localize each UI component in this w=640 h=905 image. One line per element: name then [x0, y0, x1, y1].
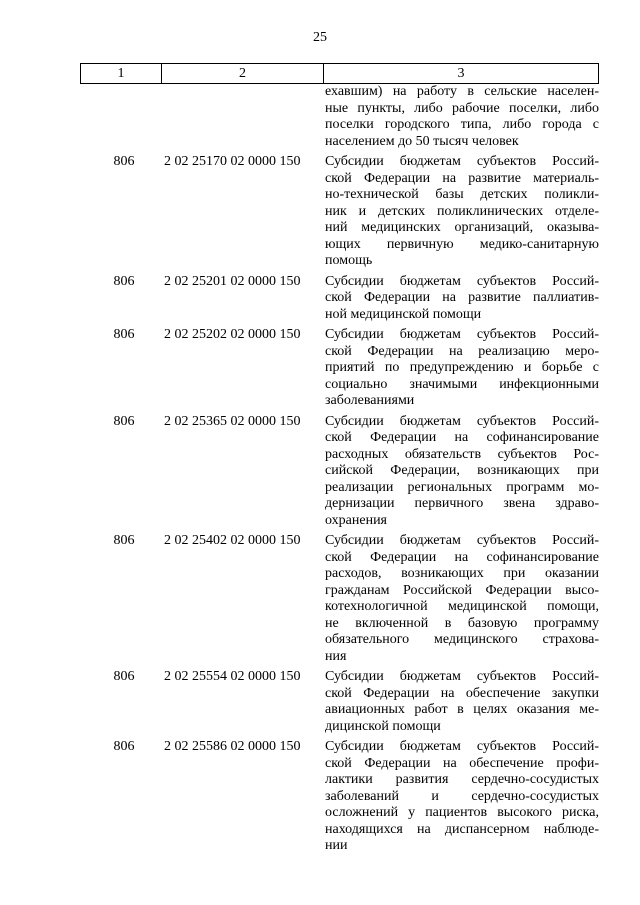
text-line: ехавшим) на работу в сельские населен-	[325, 84, 599, 99]
revenue-description	[322, 533, 599, 665]
text-line: реализации региональных программ мо-	[325, 479, 599, 495]
text-line: Субсидии бюджетам субъектов Россий-	[325, 154, 599, 169]
text-line: ской Федерации на обеспечение закупки	[325, 685, 599, 701]
text-line: котехнологичной медицинской помощи,	[325, 599, 599, 614]
revenue-description	[322, 154, 599, 270]
table-row	[80, 327, 599, 410]
text-line: ные пункты, либо рабочие поселки, либо	[325, 100, 599, 116]
table-row	[80, 274, 599, 324]
text-line: Субсидии бюджетам субъектов Россий-	[325, 327, 599, 342]
header-col-2: 2	[161, 64, 323, 83]
budget-classification-code: 2 02 25365 02 0000 150	[164, 413, 301, 429]
text-line: расходных обязательств субъектов Рос-	[325, 446, 599, 462]
text-line: расходов, возникающих при оказании	[325, 566, 599, 581]
text-line: ний медицинских организаций, оказыва-	[325, 220, 599, 235]
budget-classification-code: 2 02 25554 02 0000 150	[164, 669, 301, 684]
budget-classification-code: 2 02 25202 02 0000 150	[164, 327, 301, 342]
admin-code: 806	[113, 533, 135, 548]
table-row	[80, 533, 599, 665]
text-line: Субсидии бюджетам субъектов Россий-	[325, 273, 599, 289]
revenue-description	[322, 327, 599, 410]
text-line: авиационных работ в целях оказания ме-	[325, 702, 599, 717]
text-line: обязательного медицинского страхова-	[325, 632, 599, 647]
revenue-description	[322, 739, 599, 855]
text-line: но-технической базы детских поликли-	[325, 187, 599, 202]
text-line: социально значимыми инфекционными	[325, 376, 599, 392]
table-row	[80, 154, 599, 270]
text-line: заболеваниями	[325, 393, 415, 408]
text-line: сийской Федерации, возникающих при	[325, 463, 599, 478]
text-line: ник и детских поликлинических отделе-	[325, 203, 599, 219]
table-body	[80, 84, 599, 859]
text-line: не включенной в базовую программу	[325, 615, 599, 631]
text-line: ской Федерации на обеспечение профи-	[325, 755, 599, 771]
text-line: ской Федерации на развитие материаль-	[325, 170, 599, 186]
text-line: находящихся на диспансерном наблюде-	[325, 821, 599, 837]
header-col-1: 1	[117, 66, 125, 81]
text-line: Субсидии бюджетам субъектов Россий-	[325, 739, 599, 754]
revenue-description	[322, 274, 599, 324]
revenue-description	[322, 669, 599, 735]
admin-code: 806	[113, 413, 135, 429]
admin-code: 806	[113, 154, 135, 169]
text-line: осложнений у пациентов высокого риска,	[325, 805, 599, 820]
text-line: населением до 50 тысяч человек	[325, 133, 519, 149]
table-row	[80, 669, 599, 735]
budget-classification-code: 2 02 25170 02 0000 150	[164, 154, 301, 169]
continuation-row	[80, 84, 599, 150]
table-header	[80, 63, 599, 84]
budget-classification-code: 2 02 25201 02 0000 150	[164, 273, 301, 289]
text-line: гражданам Российской Федерации высо-	[325, 582, 599, 598]
budget-classification-code: 2 02 25586 02 0000 150	[164, 739, 301, 754]
text-line: ской Федерации на развитие паллиатив-	[325, 290, 599, 305]
budget-classification-code: 2 02 25402 02 0000 150	[164, 533, 301, 548]
revenue-description	[322, 414, 599, 530]
table-row	[80, 414, 599, 530]
text-line: ской Федерации на софинансирование	[325, 549, 599, 565]
text-line: охранения	[325, 512, 387, 528]
text-line: нии	[325, 838, 348, 853]
text-line: дицинской помощи	[325, 718, 441, 734]
text-line: ской Федерации на реализацию меро-	[325, 343, 599, 359]
page-number: 25	[313, 30, 327, 45]
continuation-kbk-cell	[160, 84, 322, 150]
admin-code: 806	[113, 669, 135, 684]
text-line: Субсидии бюджетам субъектов Россий-	[325, 413, 599, 429]
admin-code: 806	[113, 739, 135, 754]
text-line: ской Федерации на софинансирование	[325, 430, 599, 445]
text-line: ния	[325, 648, 347, 664]
text-line: приятий по предупреждению и борьбе с	[325, 360, 599, 375]
text-line: поселки городского типа, либо города с	[325, 117, 599, 132]
text-line: заболеваний и сердечно-сосудистых	[325, 788, 599, 804]
text-line: ной медицинской помощи	[325, 306, 482, 322]
text-line: помощь	[325, 253, 373, 268]
text-line: Субсидии бюджетам субъектов Россий-	[325, 669, 599, 684]
header-col-3: 3	[323, 64, 598, 83]
text-line: ющих первичную медико-санитарную	[325, 236, 599, 252]
admin-code: 806	[113, 273, 135, 289]
text-line: Субсидии бюджетам субъектов Россий-	[325, 533, 599, 548]
continuation-text	[322, 84, 599, 150]
text-line: лактики развития сердечно-сосудистых	[325, 772, 599, 787]
admin-code: 806	[113, 327, 135, 342]
continuation-code-cell	[80, 84, 160, 150]
text-line: дернизации первичного звена здраво-	[325, 496, 599, 511]
table-row	[80, 739, 599, 855]
